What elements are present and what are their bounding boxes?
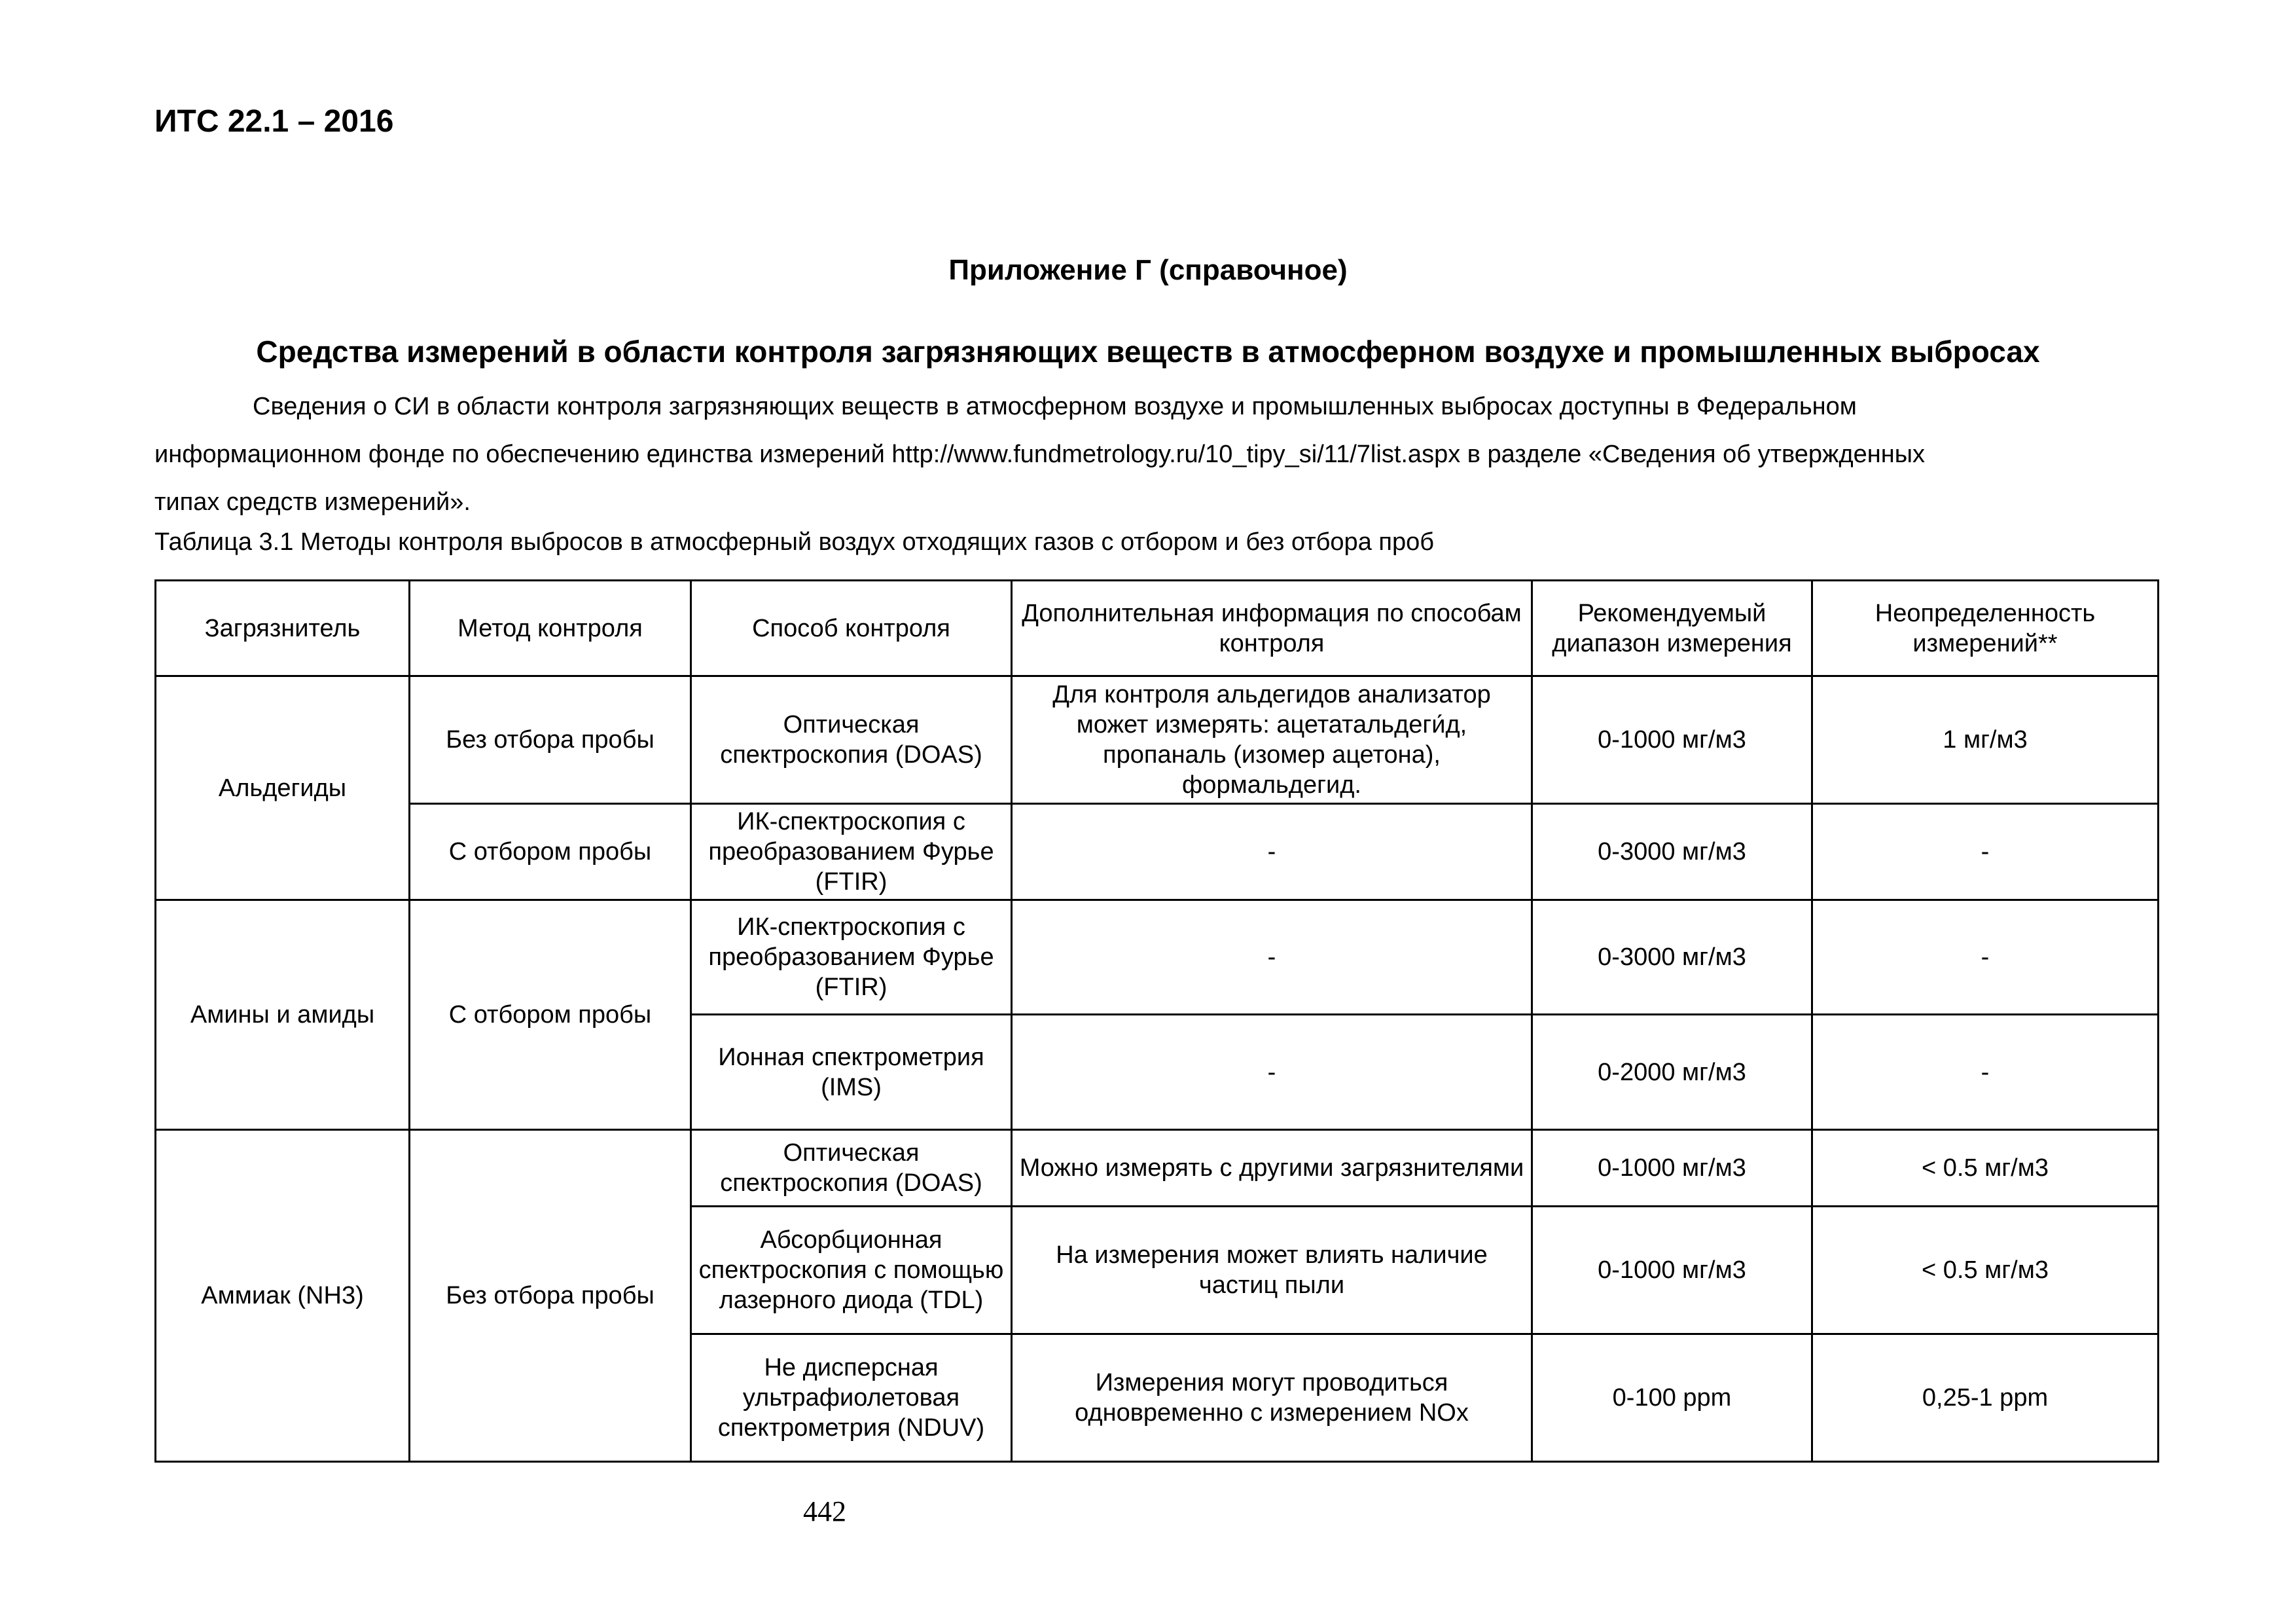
methods-table [154, 579, 2159, 1463]
table-row [156, 676, 2159, 804]
range-cell: 0-1000 мг/м3 [1532, 1207, 1812, 1334]
uncertainty-cell: - [1812, 900, 2159, 1015]
technique-cell: Оптическая спектроскопия (DOAS) [691, 676, 1012, 804]
table-row [156, 900, 2159, 1015]
technique-cell: Ионная спектрометрия (IMS) [691, 1015, 1012, 1130]
uncertainty-cell: < 0.5 мг/м3 [1812, 1207, 2159, 1334]
info-cell: - [1012, 804, 1532, 900]
header-technique: Способ контроля [691, 581, 1012, 676]
pollutant-cell: Альдегиды [156, 676, 410, 900]
technique-cell: Оптическая спектроскопия (DOAS) [691, 1130, 1012, 1207]
range-cell: 0-1000 мг/м3 [1532, 1130, 1812, 1207]
technique-cell: ИК-спектроскопия с преобразованием Фурье (FTIR) [691, 900, 1012, 1015]
info-cell: На измерения может влиять наличие частиц пыли [1012, 1207, 1532, 1334]
header-uncertainty: Неопределенность измерений** [1812, 581, 2159, 676]
info-cell: Можно измерять с другими загрязнителями [1012, 1130, 1532, 1207]
uncertainty-cell: < 0.5 мг/м3 [1812, 1130, 2159, 1207]
table-row [156, 804, 2159, 900]
uncertainty-cell: - [1812, 804, 2159, 900]
section-title: Средства измерений в области контроля загрязняющих веществ в атмосферном воздухе и промышленных выбросах [256, 335, 2040, 369]
table-caption: Таблица 3.1 Методы контроля выбросов в атмосферный воздух отходящих газов с отбором и без отбора проб [154, 528, 1434, 556]
technique-cell: Абсорбционная спектроскопия с помощью лазерного диода (TDL) [691, 1207, 1012, 1334]
range-cell: 0-2000 мг/м3 [1532, 1015, 1812, 1130]
uncertainty-cell: 1 мг/м3 [1812, 676, 2159, 804]
uncertainty-cell: 0,25-1 ppm [1812, 1334, 2159, 1462]
header-method: Метод контроля [410, 581, 691, 676]
info-cell: - [1012, 900, 1532, 1015]
header-range: Рекомендуемый диапазон измерения [1532, 581, 1812, 676]
method-cell: С отбором пробы [410, 804, 691, 900]
method-cell: С отбором пробы [410, 900, 691, 1130]
appendix-title: Приложение Г (справочное) [948, 254, 1348, 286]
table-header-row [156, 581, 2159, 676]
page-number: 442 [803, 1495, 846, 1527]
info-cell: - [1012, 1015, 1532, 1130]
header-pollutant: Загрязнитель [156, 581, 410, 676]
intro-paragraph [154, 383, 2144, 526]
method-cell: Без отбора пробы [410, 1130, 691, 1462]
header-info: Дополнительная информация по способам контроля [1012, 581, 1532, 676]
pollutant-cell: Аммиак (NH3) [156, 1130, 410, 1462]
technique-cell: Не дисперсная ультрафиолетовая спектрометрия (NDUV) [691, 1334, 1012, 1462]
range-cell: 0-1000 мг/м3 [1532, 676, 1812, 804]
technique-cell: ИК-спектроскопия с преобразованием Фурье (FTIR) [691, 804, 1012, 900]
intro-line: информационном фонде по обеспечению единства измерений http://www.fundmetrology.ru/10_tipy_si/11/7list.aspx в разделе «Сведения об утвержденных [154, 441, 1926, 468]
document-code: ИТС 22.1 – 2016 [154, 104, 394, 139]
intro-line: Сведения о СИ в области контроля загрязняющих веществ в атмосферном воздухе и промышленных выбросах доступны в Федеральном [253, 393, 1857, 420]
range-cell: 0-3000 мг/м3 [1532, 900, 1812, 1015]
range-cell: 0-3000 мг/м3 [1532, 804, 1812, 900]
uncertainty-cell: - [1812, 1015, 2159, 1130]
info-cell: Для контроля альдегидов анализатор может измерять: ацетатальдеги́д, пропаналь (изомер ацетона), формальдегид. [1012, 676, 1532, 804]
table-row [156, 1130, 2159, 1207]
pollutant-cell: Амины и амиды [156, 900, 410, 1130]
info-cell: Измерения могут проводиться одновременно с измерением NOx [1012, 1334, 1532, 1462]
range-cell: 0-100 ppm [1532, 1334, 1812, 1462]
method-cell: Без отбора пробы [410, 676, 691, 804]
intro-line: типах средств измерений». [154, 488, 471, 516]
